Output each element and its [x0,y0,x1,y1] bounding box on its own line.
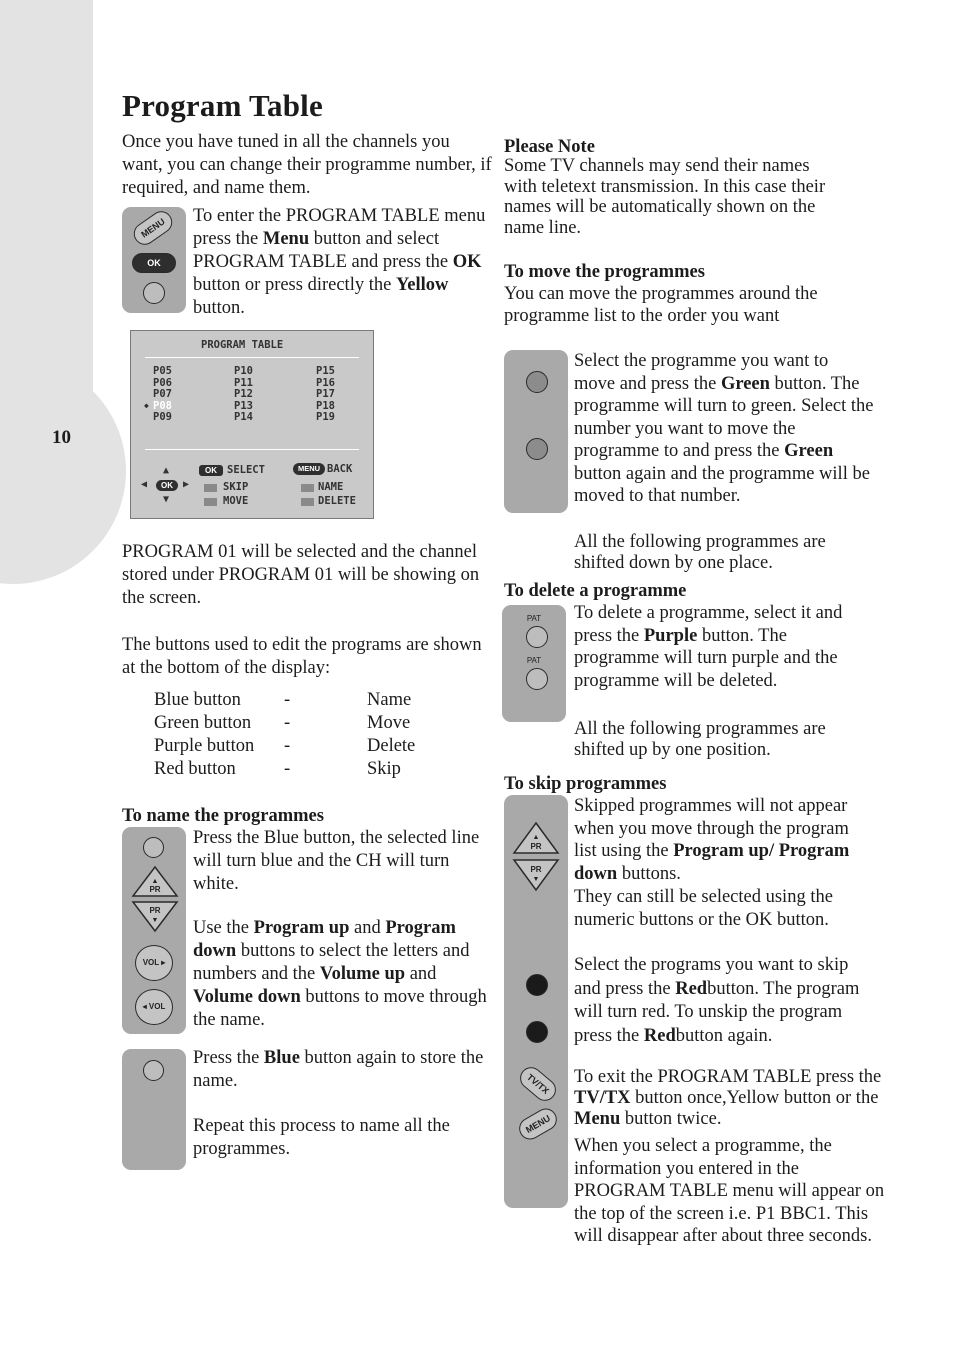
final-text: When you select a programme, the information you entered in the PROGRAM TABLE menu will appear on the top of the screen i.e. P1 BBC1. This will disappear after about three seconds. [574,1136,885,1246]
purple-button-icon [526,626,548,648]
screen-ok-badge: OK [199,465,223,476]
skip-step-2: They can still be selected using the numeric buttons or the OK button. [574,887,833,930]
skip-heading: To skip programmes [504,774,667,794]
intro-text: Once you have tuned in all the channels you want, you can change their programme number, if required, and name them. [122,132,492,198]
selection-arrow-icon: ◆ [144,401,149,410]
yellow-button-icon [143,282,165,304]
screen-column-2: P10 P11 P12 P13 P14 [234,365,253,423]
delete-after: All the following programmes are shifted up by one position. [574,719,826,760]
blue-swatch [301,484,314,492]
screen-menu-icon: MENU [293,463,325,475]
note-heading: Please Note [504,137,595,157]
screen-delete-label: DELETE [318,495,356,507]
screen-column-1: P05 P06 P07 P08 P09 [153,365,172,423]
after-screen-text: PROGRAM 01 will be selected and the channel stored under PROGRAM 01 will be showing on the screen. [122,542,480,608]
tv-tx-button-icon: TV/TX [516,1063,561,1106]
screen-select-label: SELECT [227,464,265,476]
svg-text:PR: PR [149,906,161,915]
name-step-2: Use the Program up and Program down buttons to select the letters and numbers and the Volume up and Volume down buttons to move through the name. [193,918,487,1030]
skip-step-1: Skipped programmes will not appear when you move through the program list using the Program up/ Program down buttons. [574,796,850,884]
exit-text: To exit the PROGRAM TABLE press the TV/TX button once,Yellow button or the Menu button twice. [574,1067,882,1129]
pat-label: PAT [526,614,542,623]
page-number: 10 [52,427,71,448]
green-button-icon [526,438,548,460]
screen-divider-top [145,357,359,358]
purple-swatch [301,498,314,506]
remote-purple-buttons [502,605,566,722]
svg-text:▼: ▼ [151,917,159,924]
enter-instructions: To enter the PROGRAM TABLE menu press the Menu button and select PROGRAM TABLE and press the OK button or press directly the Yellow button. [193,206,486,318]
program-up-down-icon [130,864,180,934]
name-heading: To name the programmes [122,806,324,826]
volume-down-icon: ◂ VOL [135,989,173,1025]
svg-text:▲: ▲ [151,878,159,885]
screen-ok-icon: OK [156,480,178,491]
store-text: Press the Blue button again to store the name. [193,1048,484,1091]
sidebar-strip [0,0,93,400]
screen-column-3: P15 P16 P17 P18 P19 [316,365,335,423]
repeat-text: Repeat this process to name all the programmes. [193,1116,450,1159]
delete-steps: To delete a programme, select it and press the Purple button. The programme will turn purple and the programme will be deleted. [574,603,843,691]
remote-green-buttons [504,350,568,513]
remote-name-buttons [122,827,186,1034]
right-arrow-icon: ▶ [183,479,190,490]
move-steps: Select the programme you want to move and press the Green button. The programme will turn to green. Select the number you want to move the programme to and press the Green button again and the programme will be moved to that number. [574,351,874,506]
blue-button-icon [143,1060,164,1081]
name-step-1: Press the Blue button, the selected line will turn blue and the CH will turn white. [193,828,480,894]
screen-skip-label: SKIP [223,481,249,493]
green-swatch [204,498,217,506]
page-tab [0,358,126,584]
svg-text:PR: PR [149,885,161,894]
menu-button-icon: MENU [515,1104,561,1143]
remote-skip-buttons [504,795,568,1208]
svg-text:▲: ▲ [532,834,540,841]
move-heading: To move the programmes [504,262,705,282]
down-arrow-icon: ▼ [163,494,170,505]
move-after: All the following programmes are shifted down by one place. [574,532,826,573]
red-swatch [204,484,217,492]
svg-text:▼: ▼ [532,876,540,883]
green-button-icon [526,371,548,393]
up-arrow-icon: ▲ [163,465,170,476]
program-up-down-icon [511,820,561,894]
screen-divider-bottom [145,449,359,450]
selected-program: P08 [153,399,172,412]
screen-name-label: NAME [318,481,344,493]
blue-button-icon [143,837,164,858]
pat-label: PAT [526,656,542,665]
move-intro: You can move the programmes around the programme list to the order you want [504,284,818,326]
buttons-intro: The buttons used to edit the programs are shown at the bottom of the display: [122,635,482,678]
menu-button-icon: MENU [129,207,176,249]
screen-title: PROGRAM TABLE [201,339,284,351]
red-button-icon [526,974,548,996]
screen-move-label: MOVE [223,495,249,507]
svg-text:PR: PR [530,865,542,874]
page-title: Program Table [122,88,323,123]
remote-menu-ok [122,207,186,313]
purple-button-icon [526,668,548,690]
ok-button-icon: OK [132,253,176,273]
remote-blue-store [122,1049,186,1170]
red-button-icon [526,1021,548,1043]
volume-up-icon: VOL ▸ [135,945,173,981]
note-text: Some TV channels may send their names with teletext transmission. In this case their names will be automatically shown on the name line. [504,156,826,238]
delete-heading: To delete a programme [504,581,687,601]
program-table-screen [130,330,374,519]
svg-text:PR: PR [530,842,542,851]
screen-back-label: BACK [327,463,353,475]
skip-step-3: Select the programs you want to skip and press the Redbutton. The program will turn red. To unskip the program press the Redbutton again. [574,955,860,1046]
left-arrow-icon: ◀ [141,479,148,490]
